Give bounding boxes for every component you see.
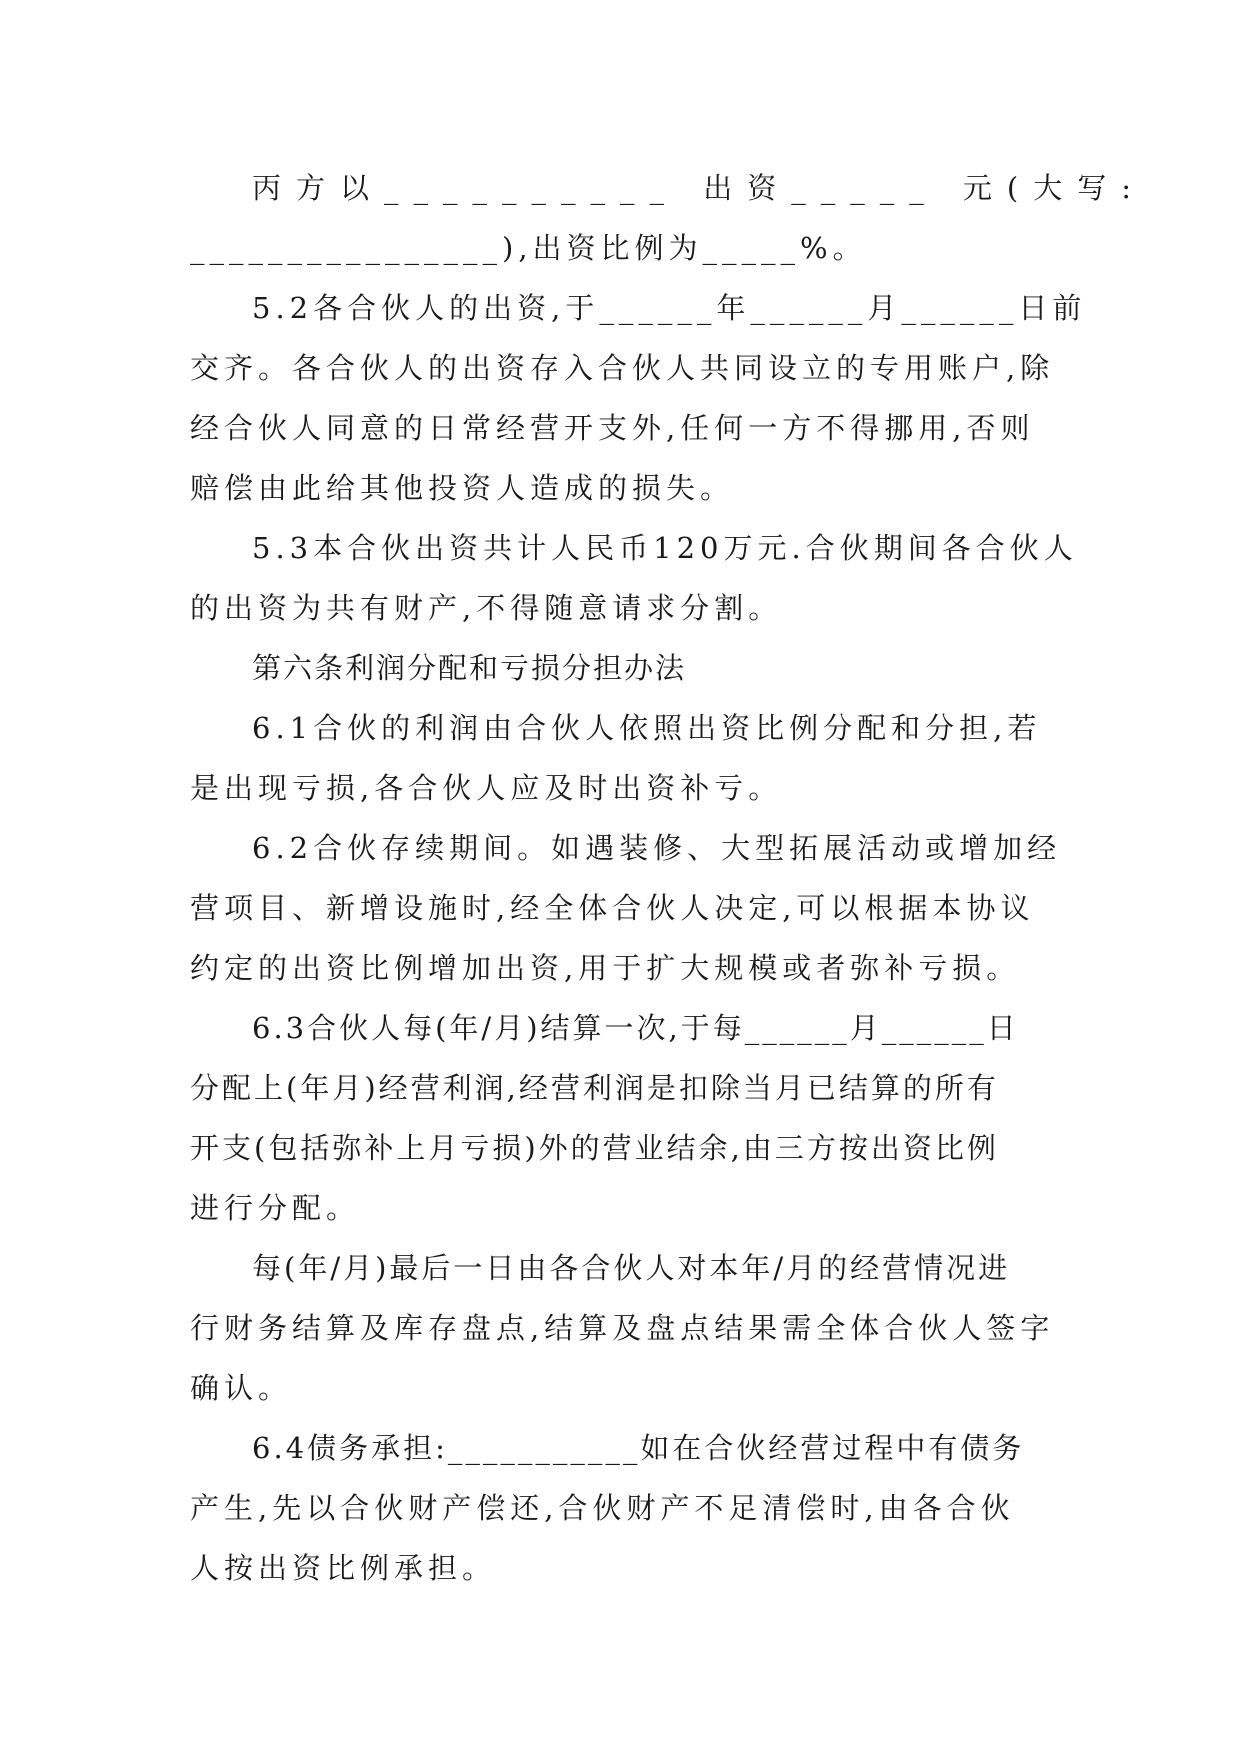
text-line: 是出现亏损,各合伙人应及时出资补亏。 [190,771,783,805]
text-line: 确认。 [190,1371,293,1405]
text-line: 交齐。各合伙人的出资存入合伙人共同设立的专用账户,除 [190,351,1055,385]
document-page [190,158,1147,1598]
text-line: 6.3合伙人每(年/月)结算一次,于每______月______日 [252,1011,1019,1045]
text-line: 6.2合伙存续期间。如遇装修、大型拓展活动或增加经 [252,831,1062,865]
text-line: 开支(包括弥补上月亏损)外的营业结余,由三方按出资比例 [190,1131,999,1165]
text-line: 5.3本合伙出资共计人民币120万元.合伙期间各合伙人 [252,531,1078,565]
text-line: 6.1合伙的利润由合伙人依照出资比例分配和分担,若 [252,711,1042,745]
paragraph-5-3 [190,518,1078,638]
paragraph-6-4 [190,1418,1056,1598]
paragraph-5-2 [190,278,1087,518]
text-line: 6.4债务承担:___________如在合伙经营过程中有债务 [252,1431,1025,1465]
text-line: 约定的出资比例增加出资,用于扩大规模或者弥补亏损。 [190,951,1021,985]
text-line: 每(年/月)最后一日由各合伙人对本年/月的经营情况进 [252,1251,1011,1285]
text-line: 丙方以__________ 出资_____ 元(大写: [252,171,1147,205]
paragraph-settlement [190,1238,1056,1418]
text-line: 人按出资比例承担。 [190,1551,497,1585]
paragraph-6-2 [190,818,1062,998]
text-line: 分配上(年月)经营利润,经营利润是扣除当月已结算的所有 [190,1071,999,1105]
paragraph-6-3 [190,998,1056,1238]
text-line: 进行分配。 [190,1191,361,1225]
text-line: 行财务结算及库存盘点,结算及盘点结果需全体合伙人签字 [190,1311,1055,1345]
paragraph-bing-contribution [190,158,1147,278]
text-line: 第六条利润分配和亏损分担办法 [252,651,687,685]
text-line: 的出资为共有财产,不得随意请求分割。 [190,591,783,625]
text-line: 赔偿由此给其他投资人造成的损失。 [190,471,735,505]
text-line: 营项目、新增设施时,经全体合伙人决定,可以根据本协议 [190,891,1035,925]
text-line: ________________),出资比例为_____%。 [190,231,867,265]
text-line: 5.2各合伙人的出资,于______年______月______日前 [252,291,1087,325]
paragraph-6-1 [190,698,1056,818]
text-line: 产生,先以合伙财产偿还,合伙财产不足清偿时,由各合伙 [190,1491,1015,1525]
text-line: 经合伙人同意的日常经营开支外,任何一方不得挪用,否则 [190,411,1035,445]
article-6-heading [190,638,1056,698]
